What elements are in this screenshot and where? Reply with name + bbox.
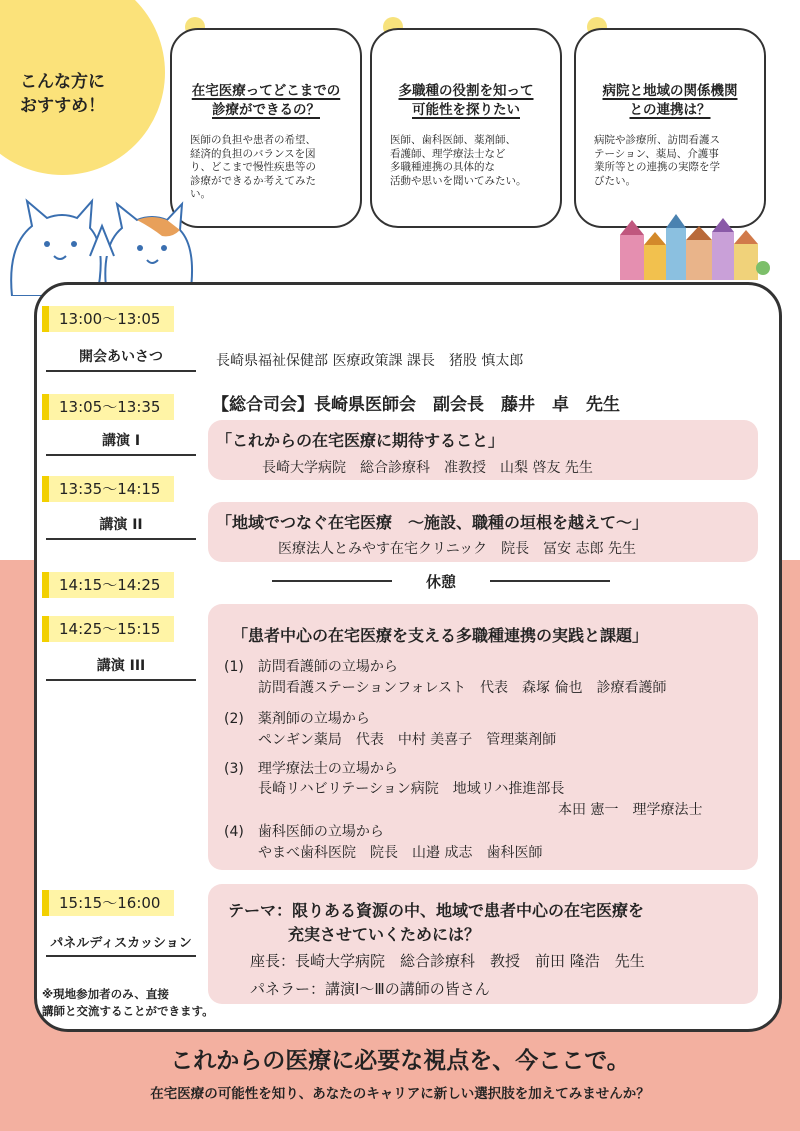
bubble-heading bbox=[182, 82, 350, 120]
bubble-body-line: 多職種連携の具体的な bbox=[390, 161, 495, 173]
opening-greeting-speaker: 長崎県福祉保健部 医療政策課 課長 猪股 慎太郎 bbox=[216, 353, 524, 369]
bubble-body-line: り、どこまで慢性疾患等の bbox=[190, 161, 316, 173]
divider-line bbox=[490, 580, 610, 582]
bubble-heading-line: 多職種の役割を知って bbox=[398, 83, 534, 99]
time-badge: 14:15～14:25 bbox=[42, 572, 174, 598]
houses-illustration bbox=[620, 210, 770, 280]
session-label: 講演 III bbox=[46, 655, 196, 681]
bubble-heading-line: 可能性を探りたい bbox=[412, 102, 520, 118]
recommend-label bbox=[20, 70, 105, 118]
bubble-body-line: 業所等との連携の実際を学 bbox=[594, 161, 720, 173]
sub-topic-speaker: 訪問看護ステーションフォレスト 代表 森塚 倫也 診療看護師 bbox=[258, 680, 667, 696]
recommend-line-2: おすすめ！ bbox=[20, 96, 106, 116]
sub-topic-speaker: やまべ歯科医院 院長 山邉 成志 歯科医師 bbox=[258, 845, 543, 861]
footer-headline: これからの医療に必要な視点を、今ここで。 bbox=[170, 1048, 630, 1074]
bubble-heading-line: 病院と地域の関係機関 bbox=[602, 83, 738, 99]
lecture-title: 「これからの在宅医療に期待すること」 bbox=[216, 431, 505, 450]
recommend-line-1: こんな方に bbox=[20, 72, 105, 92]
bubble-heading-line: 診療ができるの？ bbox=[212, 102, 320, 118]
bubble-heading-line: との連携は？ bbox=[629, 102, 711, 118]
bubble-body-line: 看護師、理学療法士など bbox=[390, 147, 506, 160]
bubble-body-line: 医師、歯科医師、薬剤師、 bbox=[390, 134, 516, 146]
sub-topic-speaker-cont: 本田 憲一 理学療法士 bbox=[558, 802, 703, 818]
time-badge: 13:35～14:15 bbox=[42, 476, 174, 502]
recommend-bubble-3 bbox=[574, 28, 766, 228]
note-line-1: ※現地参加者のみ、直接 bbox=[42, 987, 169, 1001]
session-label: 講演 II bbox=[46, 514, 196, 540]
time-badge: 13:05～13:35 bbox=[42, 394, 174, 420]
bubble-body-line: 医師の負担や患者の希望、 bbox=[190, 134, 316, 146]
sub-topic-heading: (1) 訪問看護師の立場から bbox=[224, 659, 398, 675]
panel-theme-line-2: 充実させていくためには？ bbox=[288, 925, 481, 944]
time-badge: 15:15～16:00 bbox=[42, 890, 174, 916]
break-label: 休憩 bbox=[426, 573, 457, 591]
bubble-body-line: 診療ができるか考えてみた bbox=[190, 174, 316, 187]
bubble-heading bbox=[382, 82, 550, 120]
bubble-body-line: 経済的負担のバランスを図 bbox=[190, 147, 316, 160]
lecture-title: 「患者中心の在宅医療を支える多職種連携の実践と課題」 bbox=[232, 626, 649, 645]
sub-topic-heading: (4) 歯科医師の立場から bbox=[224, 824, 384, 840]
sub-topic-heading: (2) 薬剤師の立場から bbox=[224, 711, 370, 727]
bubble-heading bbox=[586, 82, 754, 120]
panel-chair: 座長：長崎大学病院 総合診療科 教授 前田 隆浩 先生 bbox=[250, 952, 645, 970]
sub-topic-heading: (3) 理学療法士の立場から bbox=[224, 761, 398, 777]
sub-topic-speaker: ペンギン薬局 代表 中村 美喜子 管理薬剤師 bbox=[258, 732, 557, 748]
note-line-2: 講師と交流することができます。 bbox=[42, 1004, 214, 1018]
session-label: 講演 I bbox=[46, 430, 196, 456]
cats-illustration bbox=[2, 186, 202, 296]
panel-theme-line-1: テーマ：限りある資源の中、地域で患者中心の在宅医療を bbox=[228, 901, 645, 920]
footer-subtext: 在宅医療の可能性を知り、あなたのキャリアに新しい選択肢を加えてみませんか？ bbox=[150, 1086, 650, 1102]
moderator-line: 【総合司会】長崎県医師会 副会長 藤井 卓 先生 bbox=[212, 395, 620, 415]
bubble-body bbox=[182, 134, 350, 202]
session-label: パネルディスカッション bbox=[46, 932, 196, 957]
sub-topic-speaker: 長崎リハビリテーション病院 地域リハ推進部長 bbox=[258, 781, 565, 797]
panel-panelists: パネラー：講演Ⅰ～Ⅲの講師の皆さん bbox=[250, 980, 490, 998]
lecture-speaker: 長崎大学病院 総合診療科 准教授 山梨 啓友 先生 bbox=[262, 460, 593, 476]
session-label: 開会あいさつ bbox=[46, 346, 196, 372]
bubble-heading-line: 在宅医療ってどこまでの bbox=[191, 83, 341, 99]
bubble-body-line: い。 bbox=[190, 188, 211, 200]
time-badge: 14:25～15:15 bbox=[42, 616, 174, 642]
divider-line bbox=[272, 580, 392, 582]
bubble-body-line: 活動や思いを聞いてみたい。 bbox=[390, 174, 527, 187]
bubble-body bbox=[586, 134, 754, 188]
bubble-body-line: 病院や診療所、訪問看護ス bbox=[594, 134, 720, 146]
lecture-title: 「地域でつなぐ在宅医療 ～施設、職種の垣根を越えて～」 bbox=[216, 513, 649, 532]
bubble-body-line: びたい。 bbox=[594, 174, 636, 187]
time-badge: 13:00～13:05 bbox=[42, 306, 174, 332]
recommend-bubble-2 bbox=[370, 28, 562, 228]
bubble-body-line: テーション、薬局、介護事 bbox=[594, 147, 719, 160]
lecture-speaker: 医療法人とみやす在宅クリニック 院長 冨安 志郎 先生 bbox=[278, 541, 637, 557]
bubble-body bbox=[382, 134, 550, 188]
